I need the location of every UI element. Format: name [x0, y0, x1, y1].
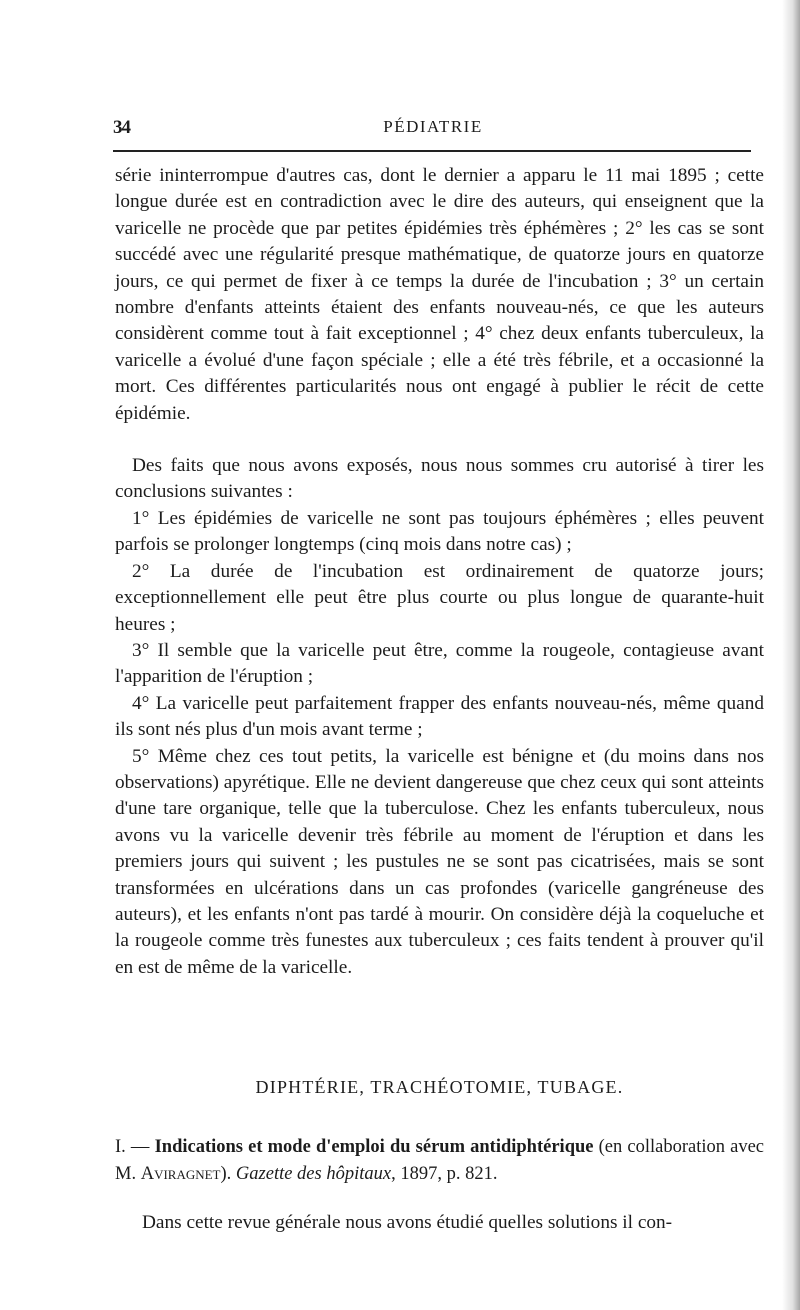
- page-number: 34: [113, 117, 130, 138]
- section-heading: DIPHTÉRIE, TRACHÉOTOMIE, TUBAGE.: [255, 1077, 624, 1097]
- conclusion-2: 2° La durée de l'incubation est ordinairement de quatorze jours; exceptionnellement elle peut être plus courte ou plus longue de quarante-huit heures ;: [115, 560, 764, 635]
- entry-numeral: I. —: [115, 1137, 150, 1157]
- bibliography-entry: [115, 1134, 764, 1188]
- paragraph-1: série ininterrompue d'autres cas, dont le dernier a apparu le 11 mai 1895 ; cette longue durée est en contradiction avec le dire des auteurs, qui enseignent que la varicelle ne procède que par petites épidémies très éphémères ; 2° les cas se sont succédé avec une régularité presque mathématique, de quatorze jours en quatorze jours, ce qui permet de fixer à ce temps la durée de l'incubation ; 3° un certain nombre d'enfants atteints étaient des enfants nouveau-nés, ce que les auteurs considèrent comme tout à fait exceptionnel ; 4° chez deux enfants tuberculeux, la varicelle a évolué d'une façon spéciale ; elle a été très fébrile, et a occasionné la mort. Ces différentes particularités nous ont engagé à publier le récit de cette épidémie.: [115, 165, 764, 424]
- conclusion-1: 1° Les épidémies de varicelle ne sont pas toujours éphémères ; elles peuvent parfois se prolonger longtemps (cinq mois dans notre cas) ;: [115, 507, 764, 556]
- last-paragraph: Dans cette revue générale nous avons étudié quelles solutions il con-: [142, 1212, 673, 1233]
- running-title: PÉDIATRIE: [383, 117, 483, 136]
- conclusion-5: 5° Même chez ces tout petits, la varicelle est bénigne et (du moins dans nos observations) apyrétique. Elle ne devient dangereuse que chez ceux qui sont atteints d'une tare organique, telle que la tuberculose. Chez les enfants tuberculeux, nous avons vu la varicelle devenir très fébrile au moment de l'éruption et dans les premiers jours qui suivent ; les pustules ne se sont pas cicatrisées, mais se sont transformées en ulcérations dans un cas profondes (varicelle gangréneuse des auteurs), et les enfants n'ont pas tardé à mourir. On considère déjà la coqueluche et la rougeole comme très funestes aux tuberculeux ; ces faits tendent à prouver qu'il en est de même de la varicelle.: [115, 745, 764, 978]
- entry-collab-close: ).: [220, 1164, 232, 1184]
- conclusion-4: 4° La varicelle peut parfaitement frapper des enfants nouveau-nés, même quand ils sont nés plus d'un mois avant terme ;: [115, 692, 764, 741]
- entry-title: Indications et mode d'emploi du sérum antidiphtérique: [154, 1137, 594, 1157]
- body-text: [115, 163, 764, 981]
- entry-collab-open: (en collaboration avec M.: [115, 1137, 765, 1184]
- entry-collaborator: Aviragnet: [140, 1164, 221, 1184]
- paragraph-2: Des faits que nous avons exposés, nous nous sommes cru autorisé à tirer les conclusions suivantes :: [115, 455, 764, 503]
- entry-journal: Gazette des hôpitaux: [235, 1164, 392, 1184]
- header-rule: [113, 150, 751, 152]
- page-edge-shadow: [782, 0, 800, 1310]
- conclusion-3: 3° Il semble que la varicelle peut être, comme la rougeole, contagieuse avant l'apparition de l'éruption ;: [115, 639, 764, 688]
- running-header: [113, 113, 753, 143]
- entry-citation: , 1897, p. 821.: [391, 1164, 498, 1184]
